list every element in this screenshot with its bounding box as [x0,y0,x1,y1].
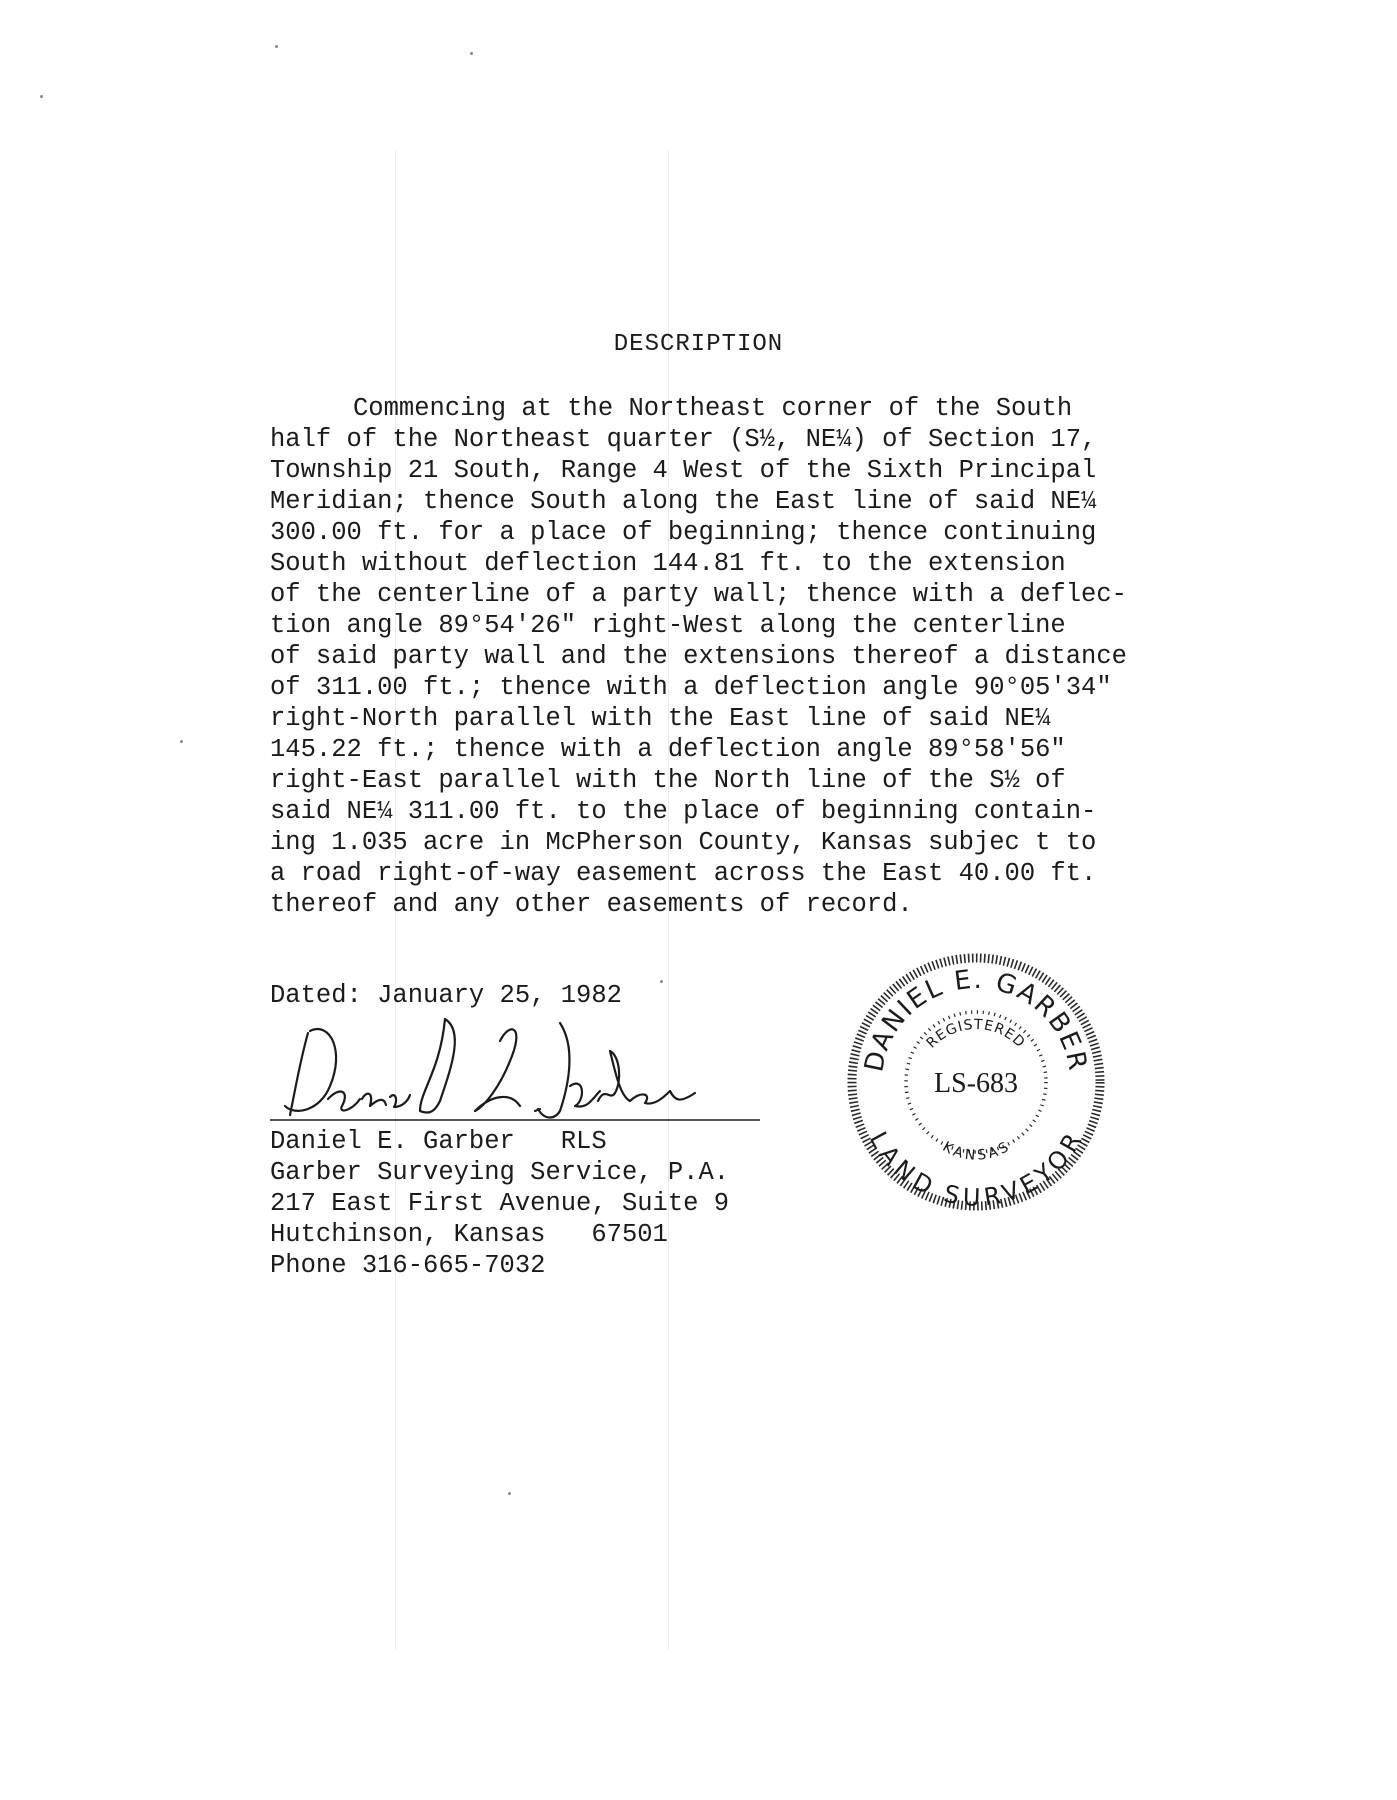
description-line: right-North parallel with the East line of said NE¼ [270,704,1051,733]
phone-line: Phone 316-665-7032 [270,1251,546,1280]
scan-speck [470,52,473,55]
company-name: Garber Surveying Service, P.A. [270,1158,730,1187]
description-line: thereof and any other easements of record. [270,890,913,919]
seal-inner-top-text: REGISTERED [923,1016,1029,1052]
city-line: Hutchinson, Kansas 67501 [270,1220,668,1249]
svg-text:LAND SURVEYOR [864,1127,1088,1212]
dated-line: Dated: January 25, 1982 [270,981,622,1010]
scan-speck [180,740,183,743]
seal-icon [842,948,1110,1216]
surveyor-seal [842,948,1110,1216]
description-line: ing 1.035 acre in McPherson County, Kansas subjec t to [270,828,1097,857]
svg-text:KANSAS [940,1139,1012,1164]
description-line: South without deflection 144.81 ft. to the extension [270,549,1066,578]
description-line: half of the Northeast quarter (S½, NE¼) of Section 17, [270,425,1097,454]
description-line: 145.22 ft.; thence with a deflection angle 89°58'56" [270,735,1066,764]
scan-speck [275,45,278,48]
seal-bottom-text: LAND SURVEYOR [863,1127,1089,1212]
description-line: Township 21 South, Range 4 West of the Sixth Principal [270,456,1097,485]
description-line: of 311.00 ft.; thence with a deflection angle 90°05'34" [270,673,1112,702]
description-line: 300.00 ft. for a place of beginning; thence continuing [270,518,1097,547]
description-line: of said party wall and the extensions thereof a distance [270,642,1127,671]
description-line: Commencing at the Northeast corner of the South [353,394,1073,423]
scan-speck [508,1492,511,1495]
handwritten-signature [270,1011,760,1126]
page-title: DESCRIPTION [613,331,784,358]
scan-speck [40,95,43,98]
legal-description [270,393,1190,920]
address-line: 217 East First Avenue, Suite 9 [270,1189,730,1218]
description-line: a road right-of-way easement across the East 40.00 ft. [270,859,1097,888]
seal-inner-bottom-text: KANSAS [939,1138,1013,1164]
description-line: of the centerline of a party wall; thence with a deflec- [270,580,1127,609]
description-line: tion angle 89°54'26" right-West along the centerline [270,611,1066,640]
signature-block [270,980,810,1281]
seal-license: LS-683 [934,1068,1018,1099]
description-line: said NE¼ 311.00 ft. to the place of beginning contain- [270,797,1097,826]
signature-icon [270,1011,760,1126]
description-line: Meridian; thence South along the East line of said NE¼ [270,487,1097,516]
surveyor-name: Daniel E. Garber RLS [270,1127,607,1156]
description-line: right-East parallel with the North line of the S½ of [270,766,1066,795]
seal-top-text: DANIEL E. GARBER [859,964,1093,1075]
